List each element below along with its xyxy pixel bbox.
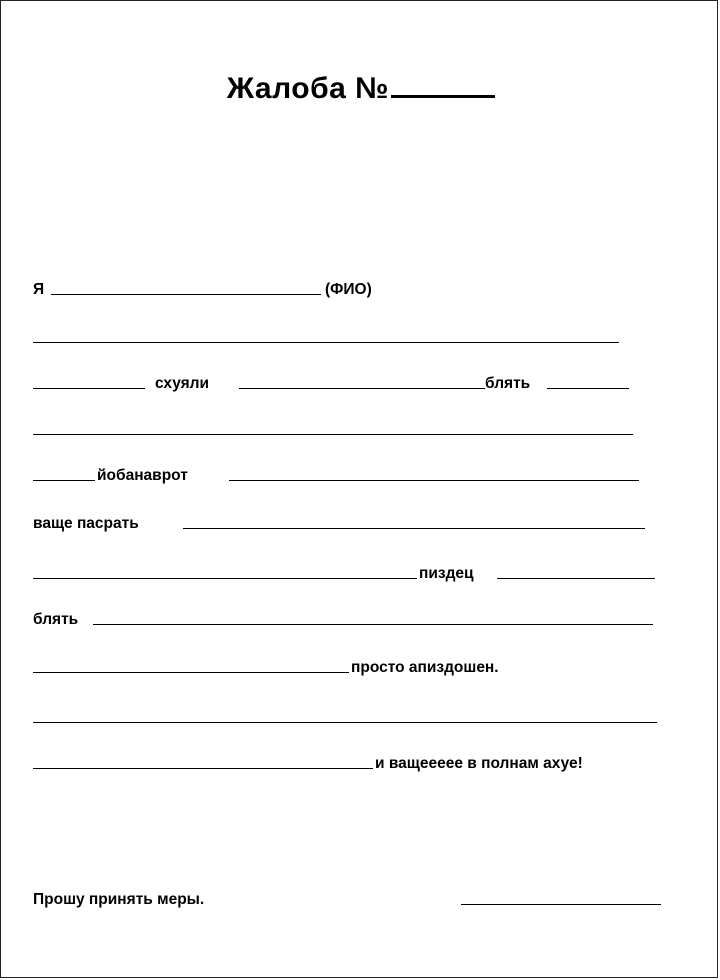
- fio-blank-line[interactable]: [51, 294, 321, 295]
- row-5: [33, 459, 643, 483]
- form-title: [1, 71, 720, 106]
- row-6: [33, 507, 648, 531]
- row-fio: [33, 273, 433, 297]
- blank-line[interactable]: [93, 624, 653, 625]
- signature-line[interactable]: [461, 904, 661, 905]
- row3-word-1: схуяли: [155, 374, 210, 392]
- row-11: [33, 747, 683, 771]
- fio-prefix: Я: [33, 280, 45, 298]
- row-blank-2: [33, 321, 623, 345]
- row3-word-2: блять: [485, 374, 531, 392]
- blank-line[interactable]: [497, 578, 655, 579]
- blank-line[interactable]: [33, 722, 657, 723]
- blank-line[interactable]: [183, 528, 645, 529]
- fio-suffix: (ФИО): [325, 280, 372, 298]
- row5-word: йобанаврот: [97, 466, 188, 484]
- blank-line[interactable]: [33, 434, 633, 435]
- row-blank-4: [33, 413, 633, 437]
- blank-line[interactable]: [33, 388, 145, 389]
- title-text: Жалоба №: [226, 72, 390, 105]
- blank-line[interactable]: [239, 388, 485, 389]
- row11-word: и ващеееее в полнам ахуе!: [375, 754, 583, 772]
- row9-word: просто апиздошен.: [351, 658, 499, 676]
- blank-line[interactable]: [33, 768, 373, 769]
- blank-line[interactable]: [229, 480, 639, 481]
- blank-line[interactable]: [547, 388, 629, 389]
- blank-line[interactable]: [33, 342, 619, 343]
- blank-line[interactable]: [33, 672, 349, 673]
- complaint-number-blank[interactable]: [391, 71, 495, 98]
- row6-word: ваще пасрать: [33, 514, 139, 532]
- row7-word: пиздец: [419, 564, 474, 582]
- row-blank-10: [33, 701, 658, 725]
- row-7: [33, 557, 658, 581]
- request-text: Прошу принять меры.: [33, 890, 205, 908]
- footer-row: [33, 883, 673, 907]
- blank-line[interactable]: [33, 578, 417, 579]
- row-3: [33, 367, 633, 391]
- row-9: [33, 651, 593, 675]
- row-8: [33, 603, 658, 627]
- blank-line[interactable]: [33, 480, 95, 481]
- row8-word: блять: [33, 610, 79, 628]
